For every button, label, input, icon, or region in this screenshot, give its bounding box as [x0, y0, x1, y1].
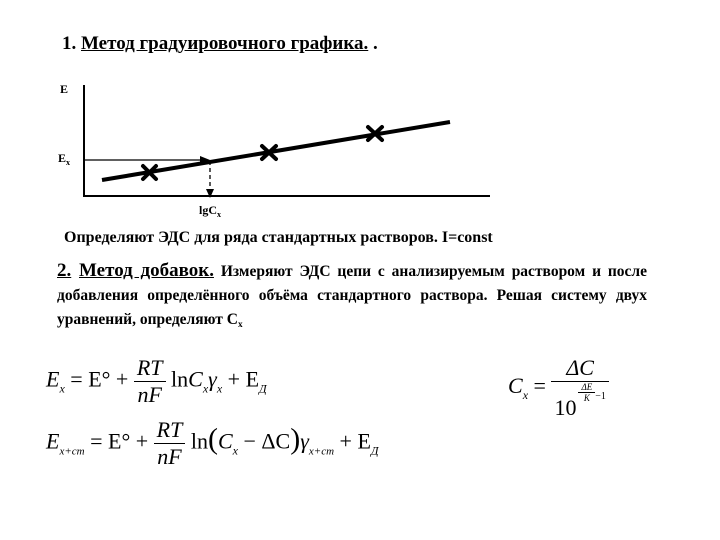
lgcx-label: lgC$_x$	[199, 203, 221, 219]
heading-number: 1.	[62, 33, 77, 54]
calibration-line	[102, 122, 450, 180]
ex-label: $E_x$	[58, 151, 71, 167]
addition-method-title: 2. Метод добавок.	[57, 260, 214, 281]
formula-cx-fraction: ΔC 10 $\frac{\Delta E}{K}$ $^{-1}$	[551, 355, 608, 421]
formula-ex-cm-fraction: $\frac{RT}{nF}$	[154, 417, 186, 470]
formula-cx: $C_x$ = ΔC 10 $\frac{\Delta E}{K}$ $^{-1}$	[508, 355, 609, 421]
y-axis-label: E	[60, 82, 69, 96]
addition-method-paragraph	[57, 259, 647, 337]
formula-ex-cm: $E_{x+cm} = E^\circ$ + $\frac{RT}{nF}$ $\ln(C_x - \Delta C)\gamma_{x+cm} + E_Д$	[46, 417, 379, 469]
formula-ex-fraction: $\frac{RT}{nF}$	[134, 355, 166, 408]
heading-title: Метод градуировочного графика.	[81, 33, 369, 54]
addition-method-sub: x	[237, 319, 243, 330]
addition-method-text: Измеряют ЭДС цепи с анализируемым раствором и после добавления определённого объёма стандартного раствора. Решая систему двух уравнений, определяют С	[57, 263, 648, 328]
heading-trail: .	[368, 33, 378, 54]
formula-ex: $E_x = E^\circ$ + $\frac{RT}{nF}$ $\ln C_x\gamma_x + E_Д$	[46, 355, 267, 407]
calibration-description: Определяют ЭДС для ряда стандартных растворов. I=const	[64, 229, 493, 246]
formula-cx-exponent: $\frac{\Delta E}{K}$	[578, 382, 595, 403]
